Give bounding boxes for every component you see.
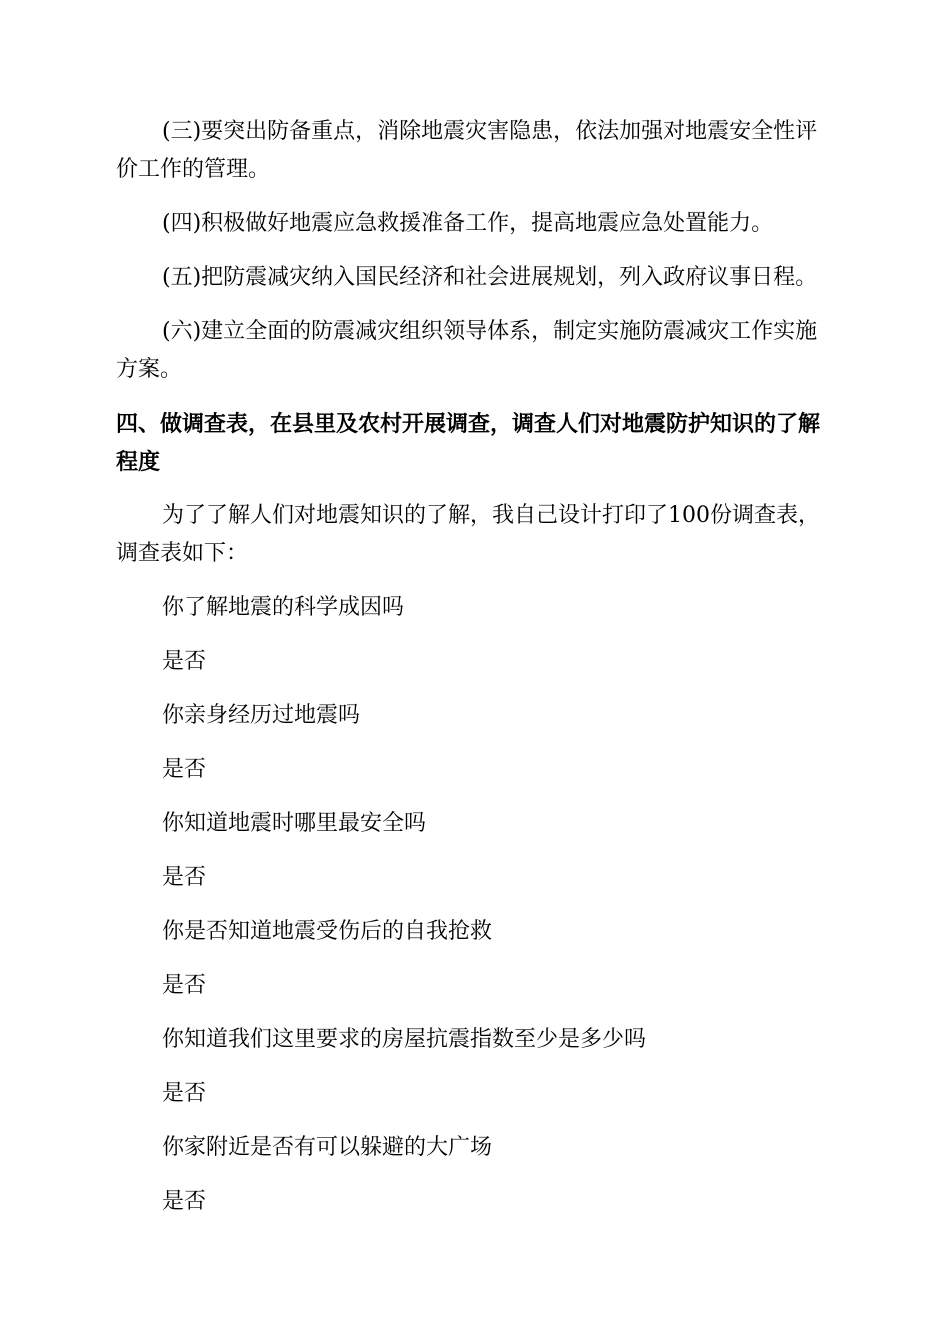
measure-3-line-1: (三)要突出防备重点，消除地震灾害隐患，依法加强对地震安全性评 (162, 119, 818, 144)
survey-options: 是否 (162, 865, 207, 890)
survey-options: 是否 (162, 1081, 207, 1106)
intro-line-2: 调查表如下： (116, 541, 249, 566)
measure-3-line-2: 价工作的管理。 (116, 157, 271, 182)
survey-question: 你知道我们这里要求的房屋抗震指数至少是多少吗 (162, 1027, 647, 1052)
survey-question: 你了解地震的科学成因吗 (162, 595, 405, 620)
survey-question: 你家附近是否有可以躲避的大广场 (162, 1135, 493, 1160)
survey-options: 是否 (162, 649, 207, 674)
measure-6-line-1: (六)建立全面的防震减灾组织领导体系，制定实施防震减灾工作实施 (162, 319, 818, 344)
intro-line-1: 为了了解人们对地震知识的了解，我自己设计打印了100份调查表， (162, 503, 820, 528)
survey-options: 是否 (162, 757, 207, 782)
survey-question: 你亲身经历过地震吗 (162, 703, 361, 728)
measure-6-line-2: 方案。 (116, 357, 183, 382)
section-heading-line-2: 程度 (116, 449, 161, 475)
survey-question: 你是否知道地震受伤后的自我抢救 (162, 919, 493, 944)
survey-options: 是否 (162, 1189, 207, 1214)
measure-5: (五)把防震减灾纳入国民经济和社会进展规划，列入政府议事日程。 (162, 265, 818, 290)
survey-options: 是否 (162, 973, 207, 998)
measure-4: (四)积极做好地震应急救援准备工作，提高地震应急处置能力。 (162, 211, 774, 236)
survey-question: 你知道地震时哪里最安全吗 (162, 811, 427, 836)
section-heading-line-1: 四、做调查表，在县里及农村开展调查，调查人们对地震防护知识的了解 (116, 411, 821, 437)
